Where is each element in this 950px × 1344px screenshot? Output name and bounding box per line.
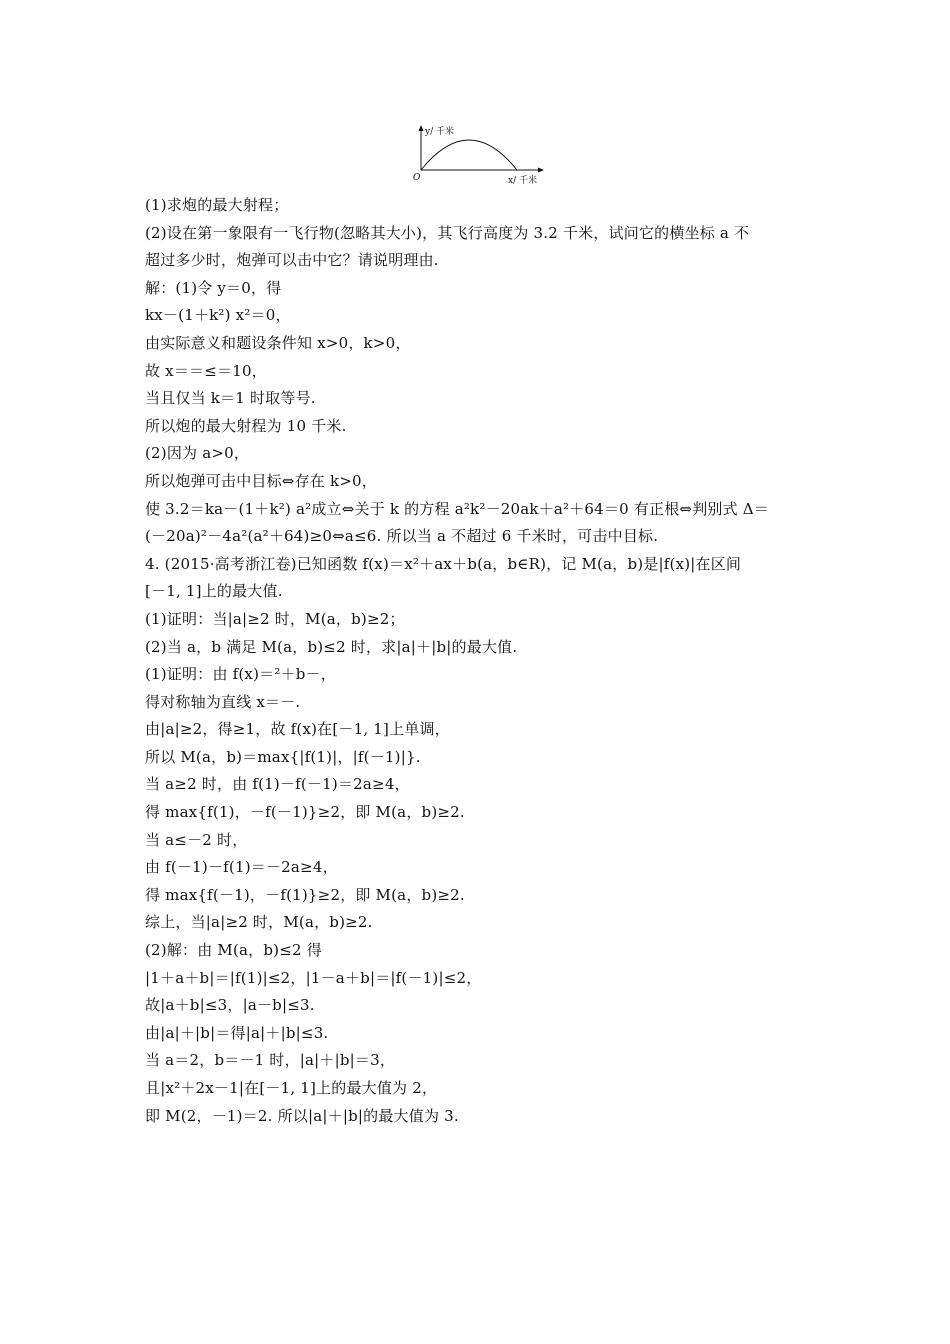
x-axis-label: x/ 千米 [508,176,537,186]
text-line: kx－(1＋k²) x²＝0， [145,306,291,325]
y-axis-label: y/ 千米 [425,127,454,137]
text-line: 由实际意义和题设条件知 x>0，k>0， [145,333,411,352]
text-line: 当 a≥2 时，由 f(1)－f(－1)＝2a≥4， [145,775,410,794]
text-line: 当且仅当 k＝1 时取等号. [145,389,316,408]
text-line: (2)当 a，b 满足 M(a，b)≤2 时，求|a|＋|b|的最大值. [145,637,518,656]
text-line: 综上，当|a|≥2 时，M(a，b)≥2. [145,913,373,932]
text-line: 4. (2015·高考浙江卷)已知函数 f(x)＝x²＋ax＋b(a，b∈R)，记 M(a，b)是|f(x)|在区间 [145,554,742,573]
text-line: 所以炮的最大射程为 10 千米. [145,416,347,435]
x-axis-arrow [538,168,544,173]
text-line: (2)因为 a>0， [145,444,250,463]
text-line: 得 max{f(－1)，－f(1)}≥2，即 M(a，b)≥2. [145,885,465,904]
text-line: 故|a＋b|≤3，|a－b|≤3. [145,996,315,1015]
text-line: 由 f(－1)－f(1)＝－2a≥4， [145,858,338,877]
text-line: [－1, 1]上的最大值. [145,582,283,601]
text-line: 且|x²＋2x－1|在[－1, 1]上的最大值为 2， [145,1079,438,1097]
trajectory-figure [405,124,555,188]
text-line: 使 3.2＝ka－(1＋k²) a²成立⇔关于 k 的方程 a²k²－20ak＋a²＋64＝0 有正根⇔判别式 Δ＝ [145,499,769,518]
text-line: 得 max{f(1)，－f(－1)}≥2，即 M(a，b)≥2. [145,803,465,822]
text-line: 由|a|≥2，得≥1，故 f(x)在[－1, 1]上单调， [145,720,450,739]
text-line: (－20a)²－4a²(a²＋64)≥0⇔a≤6. 所以当 a 不超过 6 千米时，可击中目标. [145,527,659,546]
text-line: 当 a≤－2 时， [145,830,248,849]
trajectory-graph [405,124,555,188]
text-line: 所以炮弹可击中目标⇔存在 k>0， [145,471,377,490]
text-line: 故 x＝＝≤＝10， [145,361,267,380]
text-line: 当 a＝2，b＝－1 时，|a|＋|b|＝3， [145,1051,396,1070]
origin-label: O [413,173,421,183]
text-line: 所以 M(a，b)＝max{|f(1)|，|f(－1)|}. [145,747,421,766]
text-line: (1)证明：由 f(x)＝²＋b－， [145,665,336,684]
text-line: (1)求炮的最大射程； [145,196,289,214]
text-line: 由|a|＋|b|＝得|a|＋|b|≤3. [145,1023,329,1042]
text-line: (2)设在第一象限有一飞行物(忽略其大小)，其飞行高度为 3.2 千米，试问它的横坐标 a 不 [145,223,750,242]
document-body [145,192,810,1130]
text-line: |1＋a＋b|＝|f(1)|≤2，|1－a＋b|＝|f(－1)|≤2， [145,968,482,987]
text-line: 即 M(2，－1)＝2. 所以|a|＋|b|的最大值为 3. [145,1106,459,1125]
trajectory-curve [421,140,517,170]
text-line: 解：(1)令 y＝0，得 [145,278,282,297]
text-line: (1)证明：当|a|≥2 时，M(a，b)≥2； [145,609,405,628]
text-line: 超过多少时，炮弹可以击中它？请说明理由. [145,251,439,270]
text-line: (2)解：由 M(a，b)≤2 得 [145,941,322,960]
text-line: 得对称轴为直线 x＝－. [145,692,301,711]
y-axis-arrow [419,125,424,131]
